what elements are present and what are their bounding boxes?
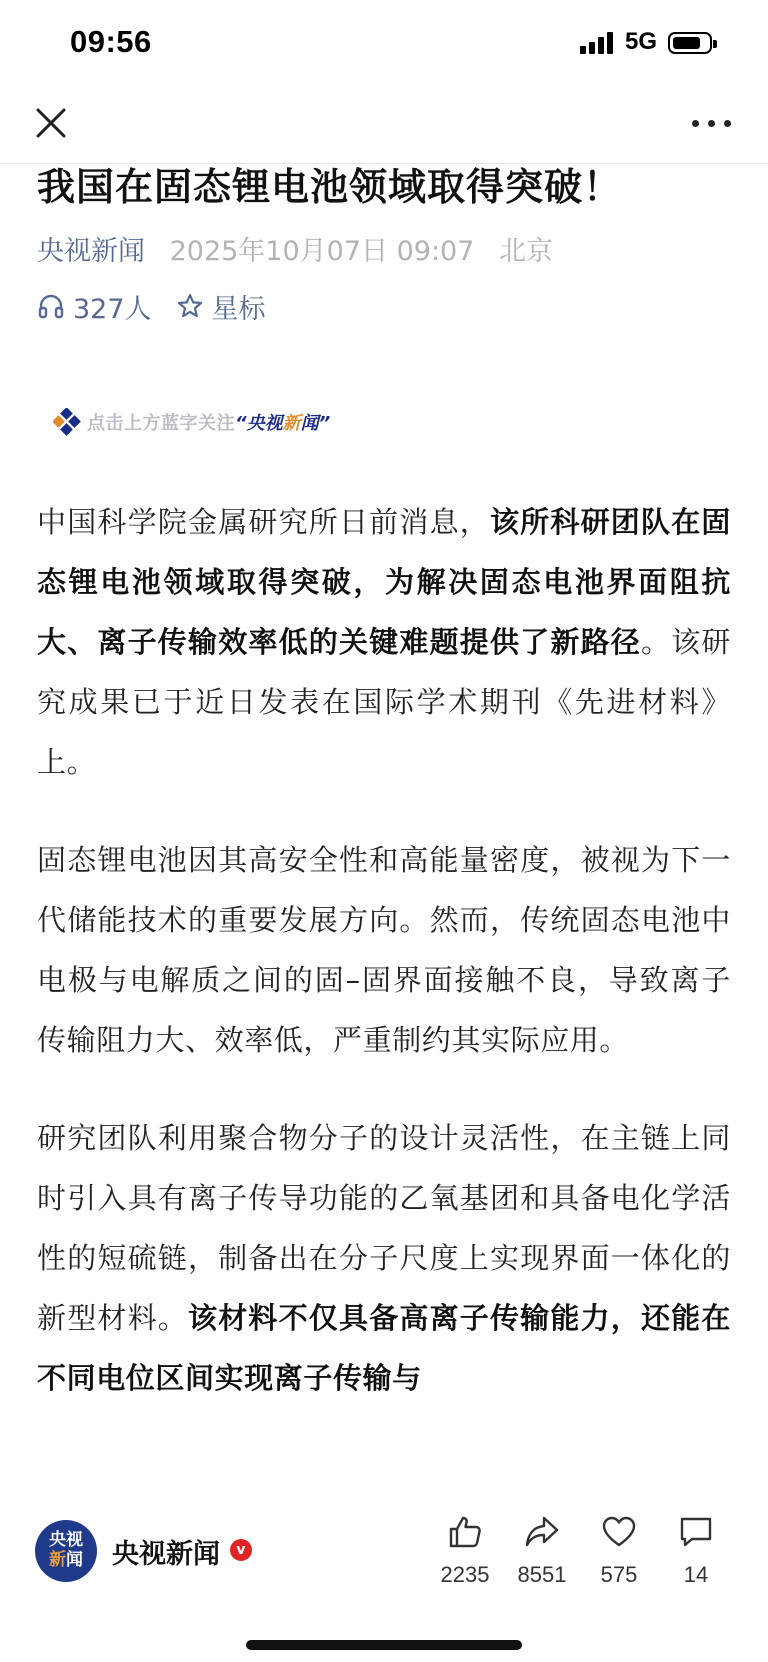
favorite-count: 575 xyxy=(600,1562,638,1587)
home-indicator[interactable] xyxy=(246,1640,522,1650)
comment-icon xyxy=(678,1514,714,1550)
close-icon xyxy=(30,102,74,146)
avatar[interactable]: 央视 新闻 xyxy=(35,1520,97,1582)
paragraph-2: 固态锂电池因其高安全性和高能量密度，被视为下一代储能技术的重要发展方向。然而，传统固态电池中电极与电解质之间的固–固界面接触不良，导致离子传输阻力大、效率低，严重制约其实际应用。 xyxy=(37,843,731,1057)
follow-brand: “央视新闻” xyxy=(235,413,331,434)
comment-button[interactable] xyxy=(656,1514,736,1594)
verified-badge: v xyxy=(230,1539,252,1561)
status-time: 09:56 xyxy=(70,24,152,59)
star-label: 星标 xyxy=(211,293,266,325)
source-link[interactable]: 央视新闻 xyxy=(37,236,145,267)
brand-diamond-icon xyxy=(53,408,81,436)
listen-count: 327人 xyxy=(73,293,152,325)
share-count: 8551 xyxy=(517,1562,567,1587)
close-button[interactable] xyxy=(30,102,74,146)
follow-prompt: 点击上方蓝字关注 xyxy=(87,413,235,434)
article-body xyxy=(37,160,731,1496)
headphones-icon xyxy=(37,292,65,320)
status-bar xyxy=(0,0,768,88)
article-meta xyxy=(37,232,731,272)
star-button[interactable] xyxy=(176,287,266,326)
share-icon xyxy=(524,1514,560,1550)
like-button[interactable] xyxy=(425,1514,505,1594)
publish-location: 北京 xyxy=(499,236,554,267)
paragraph-3: 研究团队利用聚合物分子的设计灵活性，在主链上同时引入具有离子传导功能的乙氧基团和具备电化学活性的短硫链，制备出在分子尺度上实现界面一体化的新型材料。该材料不仅具备高离子传输能力，还能在不同电位区间实现离子传输与 xyxy=(37,1121,731,1395)
like-count: 2235 xyxy=(440,1562,490,1587)
bottom-bar xyxy=(0,1496,768,1662)
comment-count: 14 xyxy=(683,1562,709,1587)
article-title: 我国在固态锂电池领域取得突破！ xyxy=(37,165,623,209)
network-type: 5G xyxy=(625,28,658,55)
nav-bar xyxy=(0,88,768,164)
share-button[interactable] xyxy=(502,1514,582,1594)
signal-icon xyxy=(580,32,616,54)
publish-date: 2025年10月07日 09:07 xyxy=(169,236,475,267)
article-actions xyxy=(37,286,731,326)
battery-icon xyxy=(668,32,712,54)
heart-icon xyxy=(601,1514,637,1550)
follow-banner[interactable] xyxy=(37,404,731,440)
more-horizontal-icon xyxy=(692,120,699,127)
favorite-button[interactable] xyxy=(579,1514,659,1594)
more-options-button[interactable] xyxy=(692,110,738,138)
star-icon xyxy=(176,292,204,320)
thumbs-up-icon xyxy=(447,1514,483,1550)
listen-button[interactable] xyxy=(37,287,152,326)
account-name[interactable]: 央视新闻 xyxy=(112,1539,220,1570)
paragraph-1: 中国科学院金属研究所日前消息，该所科研团队在固态锂电池领域取得突破，为解决固态电池界面阻抗大、离子传输效率低的关键难题提供了新路径。该研究成果已于近日发表在国际学术期刊《先进材料》上。 xyxy=(37,505,731,779)
